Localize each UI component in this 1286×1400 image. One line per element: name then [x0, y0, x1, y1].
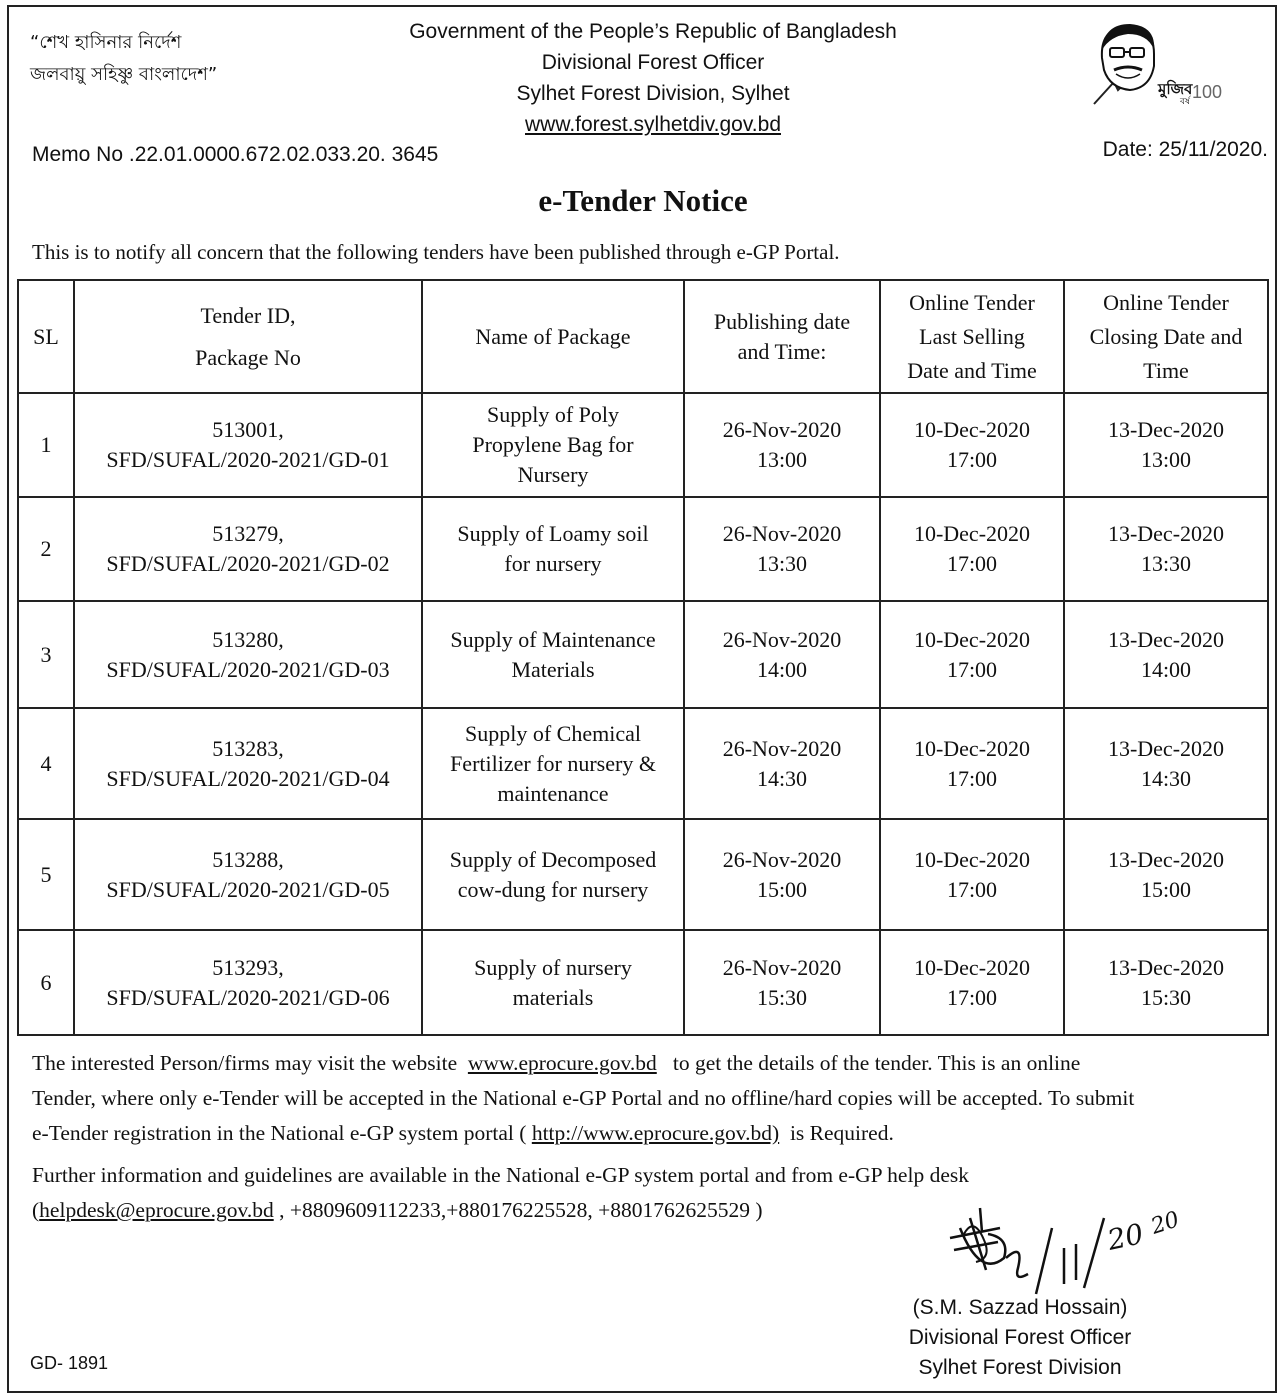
header-sl: SL: [18, 280, 74, 393]
signatory-block: [895, 1293, 1145, 1383]
para-text: to get the details of the tender. This is an online: [672, 1051, 1081, 1075]
cell-tender-id: 513280, SFD/SUFAL/2020-2021/GD-03: [74, 601, 422, 708]
table-header-row: [18, 280, 1268, 393]
cell-package-name: Supply of Loamy soil for nursery: [422, 497, 684, 601]
helpdesk-paragraph: [32, 1158, 969, 1228]
cell-last-selling: 10-Dec-2020 17:00: [880, 497, 1064, 601]
svg-text:20: 20: [1148, 1207, 1183, 1240]
cell-last-selling: 10-Dec-2020 17:00: [880, 708, 1064, 819]
cell-closing: 13-Dec-2020 13:30: [1064, 497, 1268, 601]
cell-package-name: Supply of Decomposed cow-dung for nursery: [422, 819, 684, 930]
notice-title: e-Tender Notice: [538, 183, 748, 218]
letterhead-website: www.forest.sylhetdiv.gov.bd: [525, 113, 781, 136]
cell-sl: 1: [18, 393, 74, 497]
cell-last-selling: 10-Dec-2020 17:00: [880, 819, 1064, 930]
para-text: e-Tender registration in the National e-GP system portal (: [32, 1121, 527, 1145]
memo-number: Memo No .22.01.0000.672.02.033.20. 3645: [32, 143, 439, 166]
letterhead-division: Sylhet Forest Division, Sylhet: [516, 82, 790, 105]
cell-tender-id: 513288, SFD/SUFAL/2020-2021/GD-05: [74, 819, 422, 930]
para-text: (: [32, 1198, 40, 1222]
para-text: Further information and guidelines are available in the National e-GP system portal and from e-GP help desk: [32, 1163, 969, 1187]
tender-table: [17, 279, 1269, 1036]
table-row: [18, 819, 1268, 930]
table-row: [18, 601, 1268, 708]
para-text: is Required.: [789, 1121, 894, 1145]
cell-tender-id: 513001, SFD/SUFAL/2020-2021/GD-01: [74, 393, 422, 497]
cell-package-name: Supply of nursery materials: [422, 930, 684, 1035]
cell-closing: 13-Dec-2020 13:00: [1064, 393, 1268, 497]
header-publishing: Publishing date and Time:: [684, 280, 880, 393]
table-row: [18, 930, 1268, 1035]
signatory-office: Sylhet Forest Division: [918, 1356, 1122, 1379]
para-text: The interested Person/firms may visit the website: [32, 1051, 458, 1075]
cell-sl: 5: [18, 819, 74, 930]
signatory-designation: Divisional Forest Officer: [908, 1326, 1132, 1349]
cell-publishing: 26-Nov-2020 14:30: [684, 708, 880, 819]
cell-sl: 4: [18, 708, 74, 819]
cell-sl: 6: [18, 930, 74, 1035]
cell-publishing: 26-Nov-2020 15:00: [684, 819, 880, 930]
footer-code: GD- 1891: [30, 1353, 109, 1373]
helpdesk-email-link[interactable]: helpdesk@eprocure.gov.bd: [39, 1198, 274, 1222]
logo-number: 100: [1192, 82, 1223, 102]
letterhead-government: Government of the People’s Republic of Bangladesh: [409, 20, 897, 43]
signatory-name: (S.M. Sazzad Hossain): [912, 1296, 1128, 1319]
eprocure-url-link[interactable]: http://www.eprocure.gov.bd): [531, 1121, 780, 1145]
cell-closing: 13-Dec-2020 14:00: [1064, 601, 1268, 708]
letterhead: [318, 16, 988, 140]
table-row: [18, 497, 1268, 601]
header-last-selling: Online Tender Last Selling Date and Time: [880, 280, 1064, 393]
cell-publishing: 26-Nov-2020 13:00: [684, 393, 880, 497]
notice-intro: This is to notify all concern that the following tenders have been published through e-GP Portal.: [32, 240, 840, 264]
slogan-line-2: জলবায়ু সহিষ্ণু বাংলাদেশ”: [30, 64, 218, 85]
cell-last-selling: 10-Dec-2020 17:00: [880, 601, 1064, 708]
cell-sl: 3: [18, 601, 74, 708]
website-paragraph: [32, 1046, 1134, 1151]
cell-tender-id: 513283, SFD/SUFAL/2020-2021/GD-04: [74, 708, 422, 819]
cell-tender-id: 513279, SFD/SUFAL/2020-2021/GD-02: [74, 497, 422, 601]
cell-last-selling: 10-Dec-2020 17:00: [880, 930, 1064, 1035]
cell-closing: 13-Dec-2020 15:30: [1064, 930, 1268, 1035]
header-package-name: Name of Package: [422, 280, 684, 393]
cell-tender-id: 513293, SFD/SUFAL/2020-2021/GD-06: [74, 930, 422, 1035]
cell-sl: 2: [18, 497, 74, 601]
cell-publishing: 26-Nov-2020 14:00: [684, 601, 880, 708]
cell-last-selling: 10-Dec-2020 17:00: [880, 393, 1064, 497]
cell-closing: 13-Dec-2020 15:00: [1064, 819, 1268, 930]
cell-publishing: 26-Nov-2020 13:30: [684, 497, 880, 601]
cell-closing: 13-Dec-2020 14:30: [1064, 708, 1268, 819]
svg-text:20: 20: [1104, 1217, 1147, 1257]
header-tender-id: Tender ID, Package No: [74, 280, 422, 393]
helpdesk-phones: , +8809609112233,+880176225528, +8801762625529 ): [279, 1198, 763, 1222]
slogan-line-1: “শেখ হাসিনার নির্দেশ: [30, 32, 182, 53]
para-text: Tender, where only e-Tender will be accepted in the National e-GP Portal and no offline/hard copies will be accepted. To submit: [32, 1086, 1135, 1110]
table-row: [18, 393, 1268, 497]
eprocure-link[interactable]: www.eprocure.gov.bd: [467, 1051, 657, 1075]
cell-publishing: 26-Nov-2020 15:30: [684, 930, 880, 1035]
logo-text: মুজিব: [1158, 80, 1193, 98]
logo-subtext: বর্ষ: [1180, 97, 1190, 107]
signature-icon: [940, 1198, 1210, 1298]
mujib-100-logo-icon: [1092, 20, 1223, 107]
notice-date: Date: 25/11/2020.: [1102, 138, 1268, 161]
letterhead-office: Divisional Forest Officer: [541, 51, 765, 74]
cell-package-name: Supply of Poly Propylene Bag for Nursery: [422, 393, 684, 497]
cell-package-name: Supply of Maintenance Materials: [422, 601, 684, 708]
header-closing: Online Tender Closing Date and Time: [1064, 280, 1268, 393]
table-row: [18, 708, 1268, 819]
cell-package-name: Supply of Chemical Fertilizer for nursery & maintenance: [422, 708, 684, 819]
